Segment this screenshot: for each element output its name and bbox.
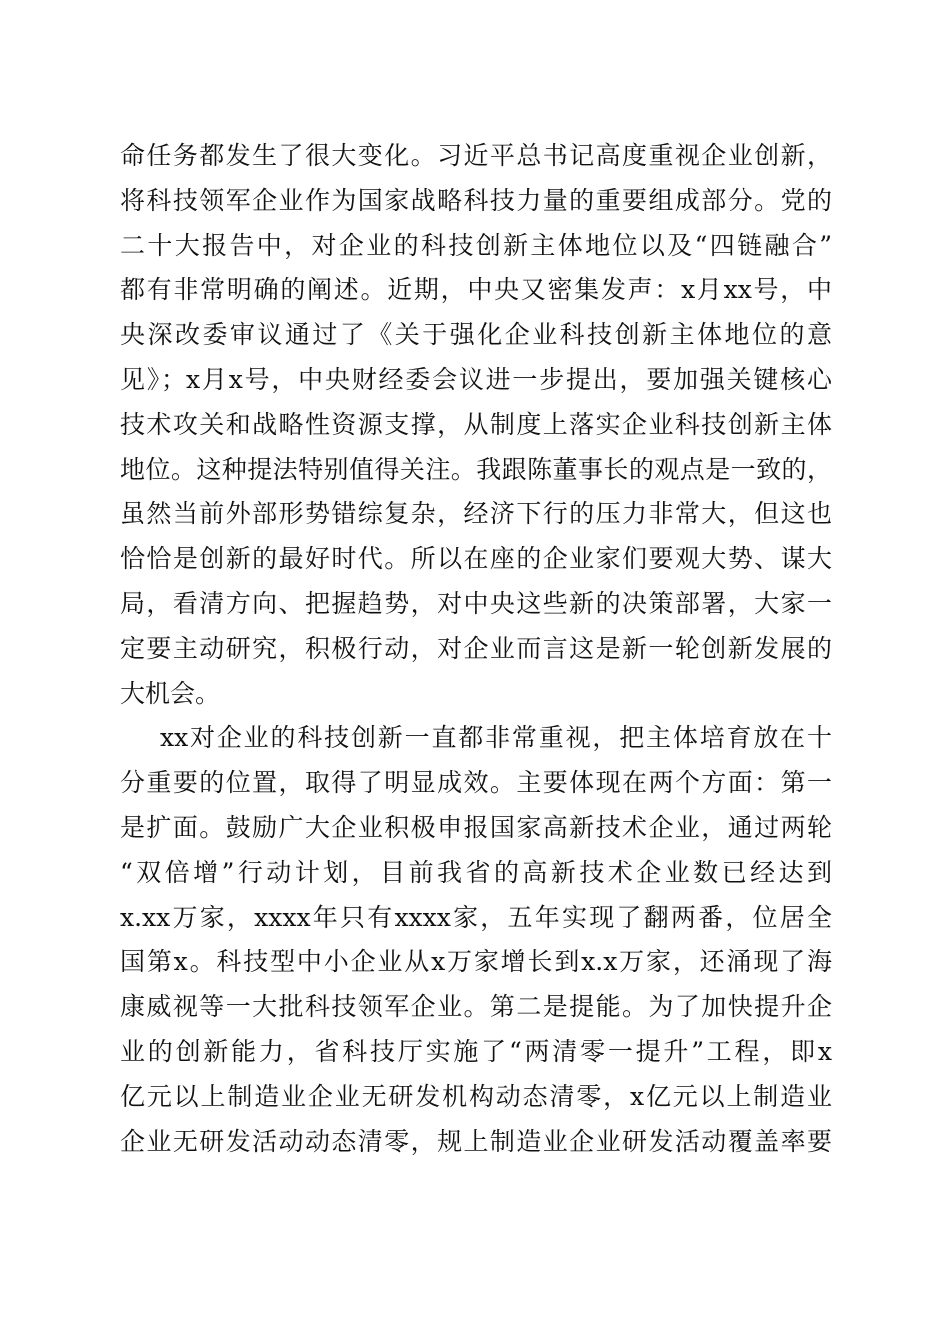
text-line: 虽然当前外部形势错综复杂，经济下行的压力非常大，但这也 [120,499,832,529]
text-line: xx对企业的科技创新一直都非常重视，把主体培育放在十 [160,723,832,753]
text-line: 康威视等一大批科技领军企业。第二是提能。为了加快提升企 [120,992,832,1022]
text-line: 命任务都发生了很大变化。习近平总书记高度重视企业创新， [120,141,832,170]
paragraph-2 [120,716,832,1164]
text-line: 见》；x月x号，中央财经委会议进一步提出，要加强关键核心 [120,364,832,394]
text-line: 恰恰是创新的最好时代。所以在座的企业家们要观大势、谋大 [120,544,832,574]
text-line: 局，看清方向、把握趋势，对中央这些新的决策部署，大家一 [120,588,832,618]
text-line: 业的创新能力，省科技厅实施了“两清零一提升”工程，即x [120,1036,832,1066]
text-line: “双倍增”行动计划，目前我省的高新技术企业数已经达到 [120,857,832,887]
text-line: 二十大报告中，对企业的科技创新主体地位以及“四链融合” [120,230,832,260]
text-line: 亿元以上制造业企业无研发机构动态清零，x亿元以上制造业 [120,1081,832,1111]
paragraph-1 [120,134,832,716]
body-text [120,134,832,1164]
text-line: 技术攻关和战略性资源支撑，从制度上落实企业科技创新主体 [120,409,832,439]
text-line: 国第x。科技型中小企业从x万家增长到x.x万家，还涌现了海 [120,947,832,977]
text-line: 地位。这种提法特别值得关注。我跟陈董事长的观点是一致的， [120,454,832,484]
text-line: 企业无研发活动动态清零，规上制造业企业研发活动覆盖率要 [120,1126,832,1156]
text-line: 将科技领军企业作为国家战略科技力量的重要组成部分。党的 [120,185,832,215]
text-line: 都有非常明确的阐述。近期，中央又密集发声：x月xx号，中 [120,275,832,305]
text-line: 央深改委审议通过了《关于强化企业科技创新主体地位的意 [120,320,832,350]
text-line: 定要主动研究，积极行动，对企业而言这是新一轮创新发展的 [120,633,832,663]
text-line: 分重要的位置，取得了明显成效。主要体现在两个方面：第一 [120,768,832,798]
text-line: x.xx万家，xxxx年只有xxxx家，五年实现了翻两番，位居全 [120,902,832,932]
text-line: 大机会。 [120,678,221,708]
text-line: 是扩面。鼓励广大企业积极申报国家高新技术企业，通过两轮 [120,812,832,842]
